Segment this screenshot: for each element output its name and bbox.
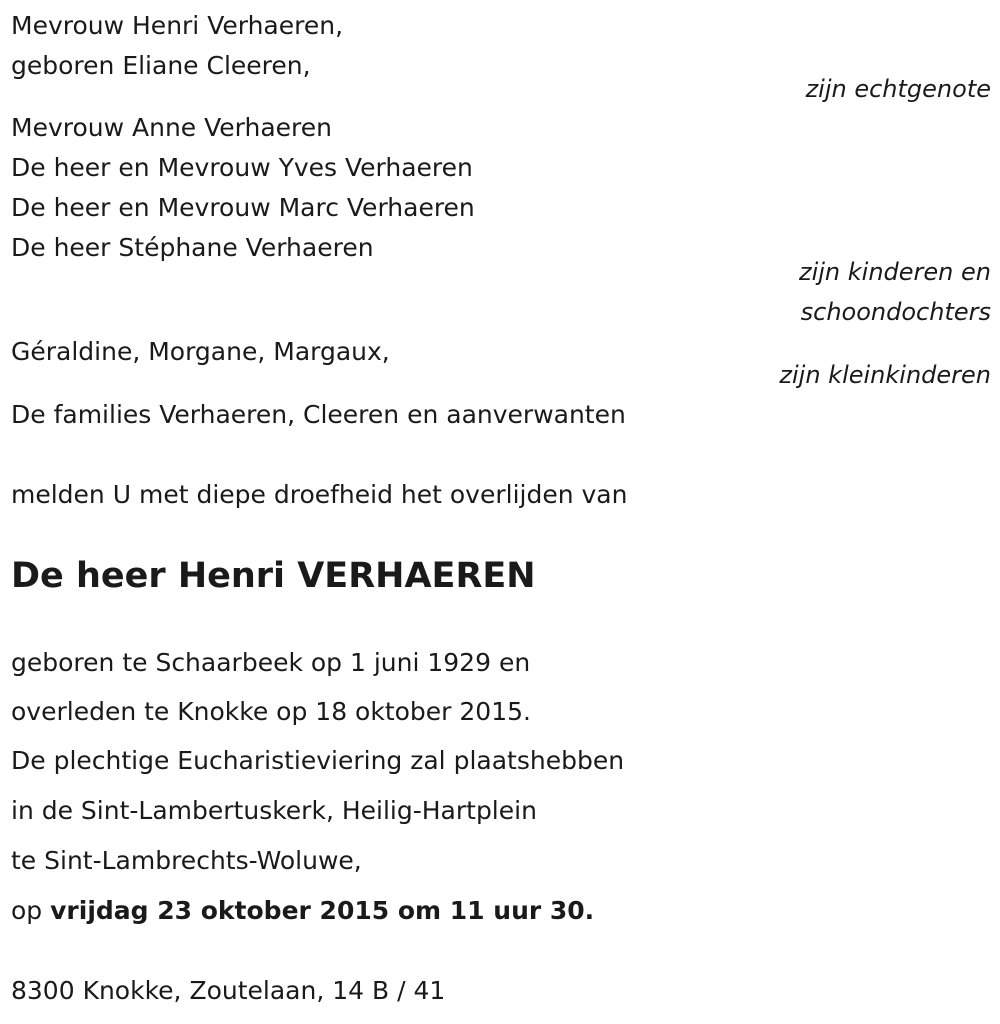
spouse-role: zijn echtgenote [805, 75, 991, 103]
ceremony-date: vrijdag 23 oktober 2015 om 11 uur 30. [50, 896, 595, 925]
death-line: overleden te Knokke op 18 oktober 2015. [11, 697, 531, 726]
children-role-line-2: schoondochters [800, 298, 991, 326]
child-line-1: Mevrouw Anne Verhaeren [11, 113, 333, 142]
grandchildren-role: zijn kleinkinderen [779, 361, 991, 389]
ceremony-line: De plechtige Eucharistieviering zal plaatshebben [11, 746, 625, 775]
child-line-2: De heer en Mevrouw Yves Verhaeren [11, 153, 473, 182]
families-line: De families Verhaeren, Cleeren en aanverwanten [11, 400, 626, 429]
children-role-line-1: zijn kinderen en [799, 258, 991, 286]
date-prefix: op [11, 896, 43, 925]
announcement: melden U met diepe droefheid het overlijden van [11, 480, 628, 509]
birth-line: geboren te Schaarbeek op 1 juni 1929 en [11, 648, 531, 677]
deceased-name: De heer Henri VERHAEREN [11, 556, 536, 596]
child-line-3: De heer en Mevrouw Marc Verhaeren [11, 193, 475, 222]
town-line: te Sint-Lambrechts-Woluwe, [11, 846, 362, 875]
child-line-4: De heer Stéphane Verhaeren [11, 233, 374, 262]
date-line [11, 896, 594, 926]
spouse-line-2: geboren Eliane Cleeren, [11, 51, 311, 80]
grandchildren: Géraldine, Morgane, Margaux, [11, 337, 390, 366]
address: 8300 Knokke, Zoutelaan, 14 B / 41 [11, 976, 446, 1005]
spouse-line-1: Mevrouw Henri Verhaeren, [11, 11, 344, 40]
church-line: in de Sint-Lambertuskerk, Heilig-Hartplein [11, 796, 537, 825]
